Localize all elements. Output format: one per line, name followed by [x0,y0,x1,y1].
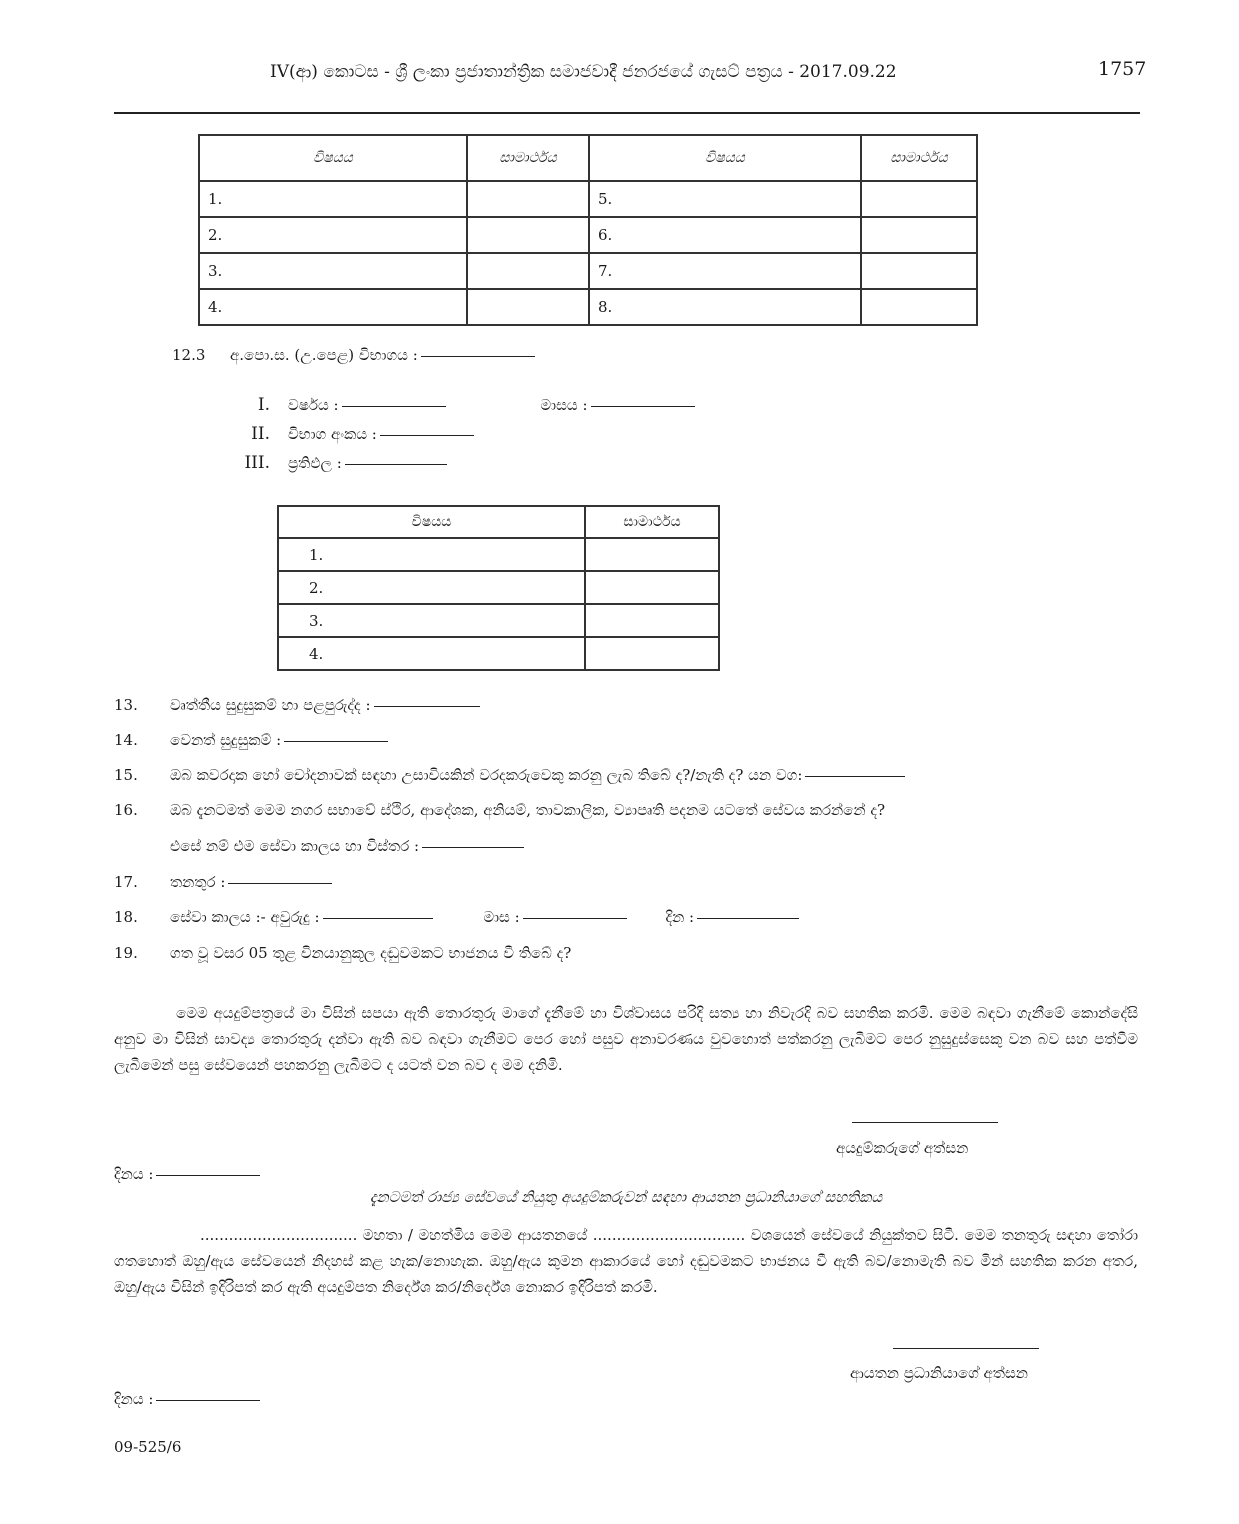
result-cell[interactable] [467,181,589,217]
year-fill-line[interactable] [342,405,446,407]
roman-numeral: III. [244,453,270,473]
date-label: දිනය : [114,1165,154,1183]
page-number: 1757 [1098,58,1147,80]
index-fill-line[interactable] [380,434,474,436]
question-16-details [114,837,524,855]
month-fill-line[interactable] [591,405,695,407]
head-signature-label: ආයතන ප්‍රධානියාගේ අත්සන [850,1364,1028,1382]
table-header-result: සාමාර්ථය [467,135,589,181]
question-text: වෙනත් සුදුසුකම් : [170,731,282,749]
table-row [278,571,719,604]
date-fill-line[interactable] [156,1174,260,1176]
exam-result-row [226,453,447,473]
gazette-header-title: IV(ආ) කොටස - ශ්‍රී ලංකා ප්‍රජාතාන්ත්‍රික සමාජවාදී ජනරජයේ ගැසට් පත්‍රය - 2017.09.22 [270,62,897,82]
table-header-subject: විෂයය [589,135,861,181]
months-fill-line[interactable] [523,917,627,919]
question-text: එසේ නම් එම සේවා කාලය හා විස්තර : [170,837,420,855]
header-divider [114,112,1140,114]
subject-cell[interactable]: 7. [589,253,861,289]
fill-in-line[interactable] [284,740,388,742]
subject-cell[interactable]: 3. [199,253,467,289]
question-number: 17. [114,873,138,891]
fill-in-line[interactable] [422,846,524,848]
subject-cell[interactable]: 5. [589,181,861,217]
subject-cell[interactable]: 2. [199,217,467,253]
subject-cell[interactable]: 2. [278,571,585,604]
table-row [199,217,977,253]
question-number: 14. [114,731,138,749]
question-text: ගත වූ වසර 05 තුළ විනයානුකූල දඬුවමකට භාජනය වී තිබේ ද? [170,944,572,962]
table-header-subject: විෂයය [199,135,467,181]
subject-cell[interactable]: 6. [589,217,861,253]
question-19 [114,944,571,962]
date-label: දිනය : [114,1390,154,1408]
exam-index-row [226,424,474,444]
table-header-result: සාමාර්ථය [585,506,719,538]
fill-in-line[interactable] [421,355,535,357]
question-text: වෘත්තීය සුදුසුකම් හා පළපුරුද්ද : [170,696,371,714]
table-row [199,253,977,289]
footer-code: 09-525/6 [114,1438,182,1456]
declaration-paragraph: මෙම අයදුම්පත්‍රයේ මා විසින් සපයා ඇති තොරතුරු මාගේ දැනීමේ හා විශ්වාසය පරිදි සත්‍ය හා නිවැරදි බව සහතික කරමි. මෙම බඳවා ගැනීමේ කොන්දේසි අනුව මා විසින් සාවද්‍ය තොරතුරු දන්වා ඇති බව බඳවා ගැනීමට පෙර හෝ පසුව අනාවරණය වුවහොත් පත්කරනු ලැබීමට පෙර නුසුදුස්සෙකු වන බව සහ පත්වීම ලැබීමෙන් පසු සේවයෙන් පහකරනු ලැබීමට ද යටත් වන බව ද මම දනිමි. [114,1004,1138,1074]
result-cell[interactable] [585,637,719,670]
subject-cell[interactable]: 1. [199,181,467,217]
subject-cell[interactable]: 3. [278,604,585,637]
question-text: සේවා කාලය :- අවුරුදු : [170,908,320,926]
roman-numeral: I. [257,395,270,415]
question-16 [114,801,885,819]
field-label: වර්ෂය : [288,396,339,414]
field-label: මාසය : [540,396,588,414]
fill-in-line[interactable] [374,705,480,707]
section-label: අ.පො.ස. (උ.පෙළ) විභාගය : [230,346,418,364]
subjects-table-4 [277,505,720,671]
result-cell[interactable] [467,289,589,325]
section-12-3 [172,346,535,364]
question-number: 13. [114,696,138,714]
certificate-paragraph: ................................. මහතා / මහත්මිය මෙම ආයතනයේ ................................ වශයෙන් සේවයේ නියුක්තව සිටී. මෙම තනතුරු සඳහා තෝරා ගතහොත් ඔහු/ඇය සේවයෙන් නිදහස් කළ හැක/නොහැක. ඔහු/ඇය කුමන ආකාරයේ හෝ දඬුවමකට භාජනය වී ඇති බව/නොමැති බව මින් සහතික කරන අතර, ඔහු/ඇය විසින් ඉදිරිපත් කර ඇති අයදුම්පත නිර්දේශ කර/නිර්දේශ නොකර ඉදිරිපත් කරමි. [114,1226,1138,1296]
roman-numeral: II. [251,424,270,444]
head-date-row [114,1390,260,1408]
question-17 [114,873,332,891]
question-number: 15. [114,766,138,784]
result-cell[interactable] [861,253,977,289]
result-cell[interactable] [585,604,719,637]
fill-in-line[interactable] [228,882,332,884]
applicant-date-row [114,1165,260,1183]
question-18 [114,908,799,926]
field-label: මාස : [483,908,520,926]
days-fill-line[interactable] [697,917,799,919]
applicant-signature-line[interactable] [852,1122,998,1123]
table-header-subject: විෂයය [278,506,585,538]
subject-cell[interactable]: 8. [589,289,861,325]
question-number: 19. [114,944,138,962]
result-cell[interactable] [467,253,589,289]
result-cell[interactable] [861,181,977,217]
question-15 [114,766,905,784]
head-signature-line[interactable] [893,1348,1039,1349]
table-row [199,181,977,217]
years-fill-line[interactable] [323,917,433,919]
certificate-title: දැනටමත් රාජ්‍ය සේවයේ නියුතු අයදුම්කරුවන් සඳහා ආයතන ප්‍රධානියාගේ සහතිකය [369,1188,883,1206]
table-header-result: සාමාර්ථය [861,135,977,181]
applicant-signature-label: අයදුම්කරුගේ අත්සන [836,1139,969,1157]
question-text: තනතුර : [170,873,226,891]
result-fill-line[interactable] [345,463,447,465]
question-text: ඔබ කවරදාක හෝ චෝදනාවක් සඳහා උසාවියකින් වරදකරුවෙකු කරනු ලැබ තිබේ ද?/නැති ද? යන වග: [170,766,803,784]
field-label: දින : [665,908,695,926]
question-14 [114,731,388,749]
table-row [199,289,977,325]
table-row [278,538,719,571]
fill-in-line[interactable] [805,775,905,777]
question-13 [114,696,480,714]
subject-cell[interactable]: 1. [278,538,585,571]
result-cell[interactable] [585,538,719,571]
subject-cell[interactable]: 4. [278,637,585,670]
question-number: 16. [114,801,138,819]
table-row [278,637,719,670]
result-cell[interactable] [861,217,977,253]
result-cell[interactable] [585,571,719,604]
section-number: 12.3 [172,346,206,364]
table-row [278,604,719,637]
question-number: 18. [114,908,138,926]
field-label: ප්‍රතිඵල : [288,454,342,472]
exam-year-row [226,395,695,415]
field-label: විභාග අංකය : [288,425,377,443]
subjects-table-8 [198,134,978,326]
question-text: ඔබ දැනටමත් මෙම නගර සභාවේ ස්ථිර, ආදේශක, අනියම්, තාවකාලික, ව්‍යාපෘති පදනම යටතේ සේවය කරන්නේ ද? [170,801,886,819]
result-cell[interactable] [467,217,589,253]
subject-cell[interactable]: 4. [199,289,467,325]
result-cell[interactable] [861,289,977,325]
date-fill-line[interactable] [156,1399,260,1401]
